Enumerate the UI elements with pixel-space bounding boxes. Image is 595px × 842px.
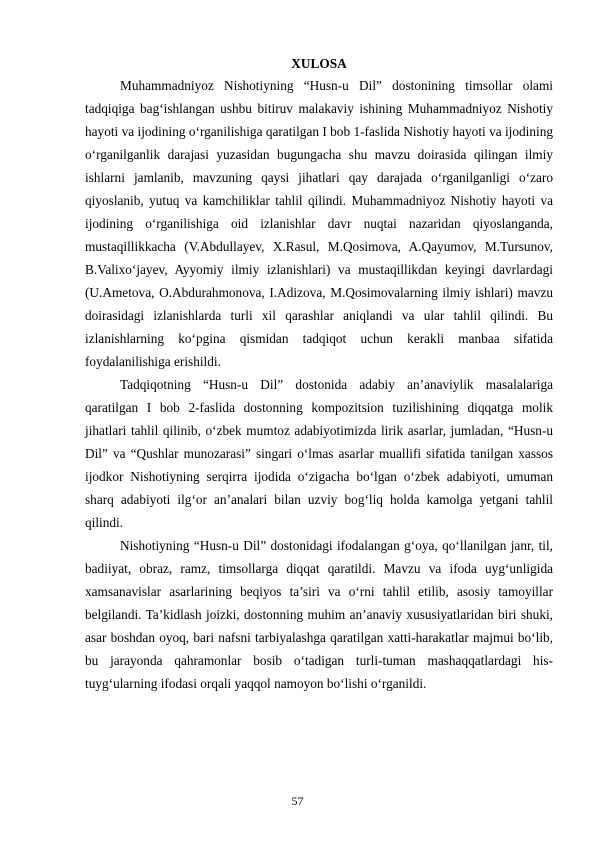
- paragraph-3: Nishotiyning “Husn-u Dil” dostonidagi ifodalangan g‘oya, qo‘llanilgan janr, til, badiiyat, obraz, ramz, timsollarga diqqat qaratildi. Mavzu va ifoda uyg‘unligida xamsanavislar asarlarining beqiyos ta’siri va o‘rni tahlil etilib, asosiy tamoyillar belgilandi. Ta’kidlash joizki, dostonning muhim an’anaviy xususiyatlaridan biri shuki, asar boshdan oyoq, bari nafsni tarbiyalashga qaratilgan xatti-harakatlar majmui bo‘lib, bu jarayonda qahramonlar bosib o‘tadigan turli-tuman mashaqqatlardagi his-tuyg‘ularning ifodasi orqali yaqqol namoyon bo‘lishi o‘rganildi.: [85, 538, 553, 691]
- document-page: [85, 54, 553, 695]
- section-title: XULOSA: [291, 56, 347, 71]
- paragraph-2: Tadqiqotning “Husn-u Dil” dostonida adabiy an’anaviylik masalalariga qaratilgan I bob 2-faslida dostonning kompozitsion tuzilishining diqqatga molik jihatlari tahlil qilinib, o‘zbek mumtoz adabiyotimizda lirik asarlar, jumladan, “Husn-u Dil” va “Qushlar munozarasi” singari o‘lmas asarlar muallifi sifatida tanilgan xassos ijodkor Nishotiyning serqirra ijodida o‘zigacha bo‘lgan o‘zbek adabiyoti, umuman sharq adabiyoti ilg‘or an’analari bilan uzviy bog‘liq holda kamolga yetgani tahlil qilindi.: [85, 377, 553, 530]
- page-number: 57: [291, 794, 304, 808]
- paragraph-1: Muhammadniyoz Nishotiyning “Husn-u Dil” dostonining timsollar olami tadqiqiga bag‘ishlangan ushbu bitiruv malakaviy ishining Muhammadniyoz Nishotiy hayoti va ijodining o‘rganilishiga qaratilgan I bob 1-faslida Nishotiy hayoti va ijodining o‘rganilganlik darajasi yuzasidan bugungacha shu mavzu doirasida qilingan ilmiy ishlarni jamlanib, mavzuning qaysi jihatlari qay darajada o‘rganilganligi o‘zaro qiyoslanib, yutuq va kamchiliklar tahlil qilindi. Muhammadniyoz Nishotiy hayoti va ijodining o‘rganilishiga oid izlanishlar davr nuqtai nazaridan qiyoslanganda, mustaqillikkacha (V.Abdullayev, X.Rasul, M.Qosimova, A.Qayumov, M.Tursunov, B.Valixo‘jayev, Ayyomiy ilmiy izlanishlari) va mustaqillikdan keyingi davrlardagi (U.Ametova, O.Abdurahmonova, I.Adizova, M.Qosimovalarning ilmiy ishlari) mavzu doirasidagi izlanishlarda turli xil qarashlar aniqlandi va ular tahlil qilindi. Bu izlanishlarning ko‘pgina qismidan tadqiqot uchun kerakli manbaa sifatida foydalanilishiga erishildi.: [85, 78, 553, 369]
